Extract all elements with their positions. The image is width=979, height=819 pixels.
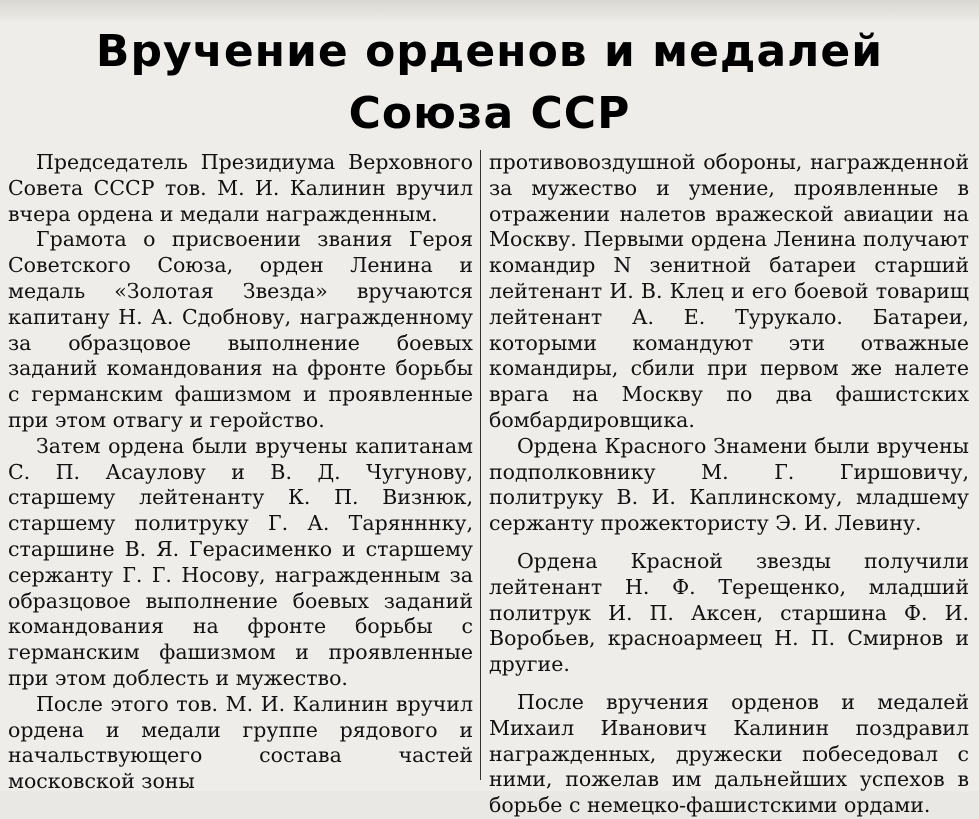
paragraph: Председатель Президиума Верховного Совета СССР тов. М. И. Калинин вручил вчера ордена и медали награжденным. [8, 150, 473, 226]
paragraph: Затем ордена были вручены капитанам С. П. Асаулову и В. Д. Чугунову, старшему лейтенанту К. П. Визнюк, старшему политруку Г. А. Тарянннку, старшине В. Я. Герасименко и старшему сержанту Г. Г. Носову, награжденным за образцовое выполнение боевых заданий командования на фронте борьбы с германским фашизмом и проявленные при этом доблесть и мужество. [8, 433, 473, 690]
paragraph: Ордена Красного Знамени были вручены подполковнику М. Г. Гиршовичу, политруку В. И. Каплинскому, младшему сержанту прожектористу Э. И. Левину. [489, 433, 969, 536]
paragraph-gap [489, 678, 969, 690]
article-column-left [8, 150, 473, 795]
previous-article-edge [0, 0, 979, 24]
paragraph: Грамота о присвоении звания Героя Советского Союза, орден Ленина и медаль «Золотая Звезда» вручаются капитану Н. А. Сдобнову, награжденному за образцовое выполнение боевых заданий командования на фронте борьбы с германским фашизмом и проявленные при этом отвагу и геройство. [8, 227, 473, 432]
paragraph: После этого тов. М. И. Калинин вручил ордена и медали группе рядового и начальствующего состава частей московской зоны [8, 691, 473, 794]
headline-line-2: Союза ССР [348, 88, 631, 139]
column-divider [480, 150, 481, 780]
article-column-right [489, 150, 969, 819]
paragraph: После вручения орденов и медалей Михаил Иванович Калинин поздравил награжденных, дружески побеседовал с ними, пожелав им дальнейших успехов в борьбе с немецко-фашистскими ордами. [489, 689, 969, 818]
paragraph-gap [489, 537, 969, 549]
paragraph: Ордена Красной звезды получили лейтенант Н. Ф. Терещенко, младший политрук И. П. Аксен, старшина Ф. И. Воробьев, красноармеец Н. П. Смирнов и другие. [489, 548, 969, 677]
paragraph: противовоздушной обороны, награжденной за мужество и умение, проявленные в отражении налетов вражеской авиации на Москву. Первыми ордена Ленина получают командир N зенитной батареи старший лейтенант И. В. Клец и его боевой товарищ лейтенант А. Е. Турукало. Батареи, которыми командуют эти отважные командиры, сбили при первом же налете врага на Москву по два фашистских бомбардировщика. [489, 150, 969, 432]
headline-line-1: Вручение орденов и медалей [95, 26, 884, 77]
